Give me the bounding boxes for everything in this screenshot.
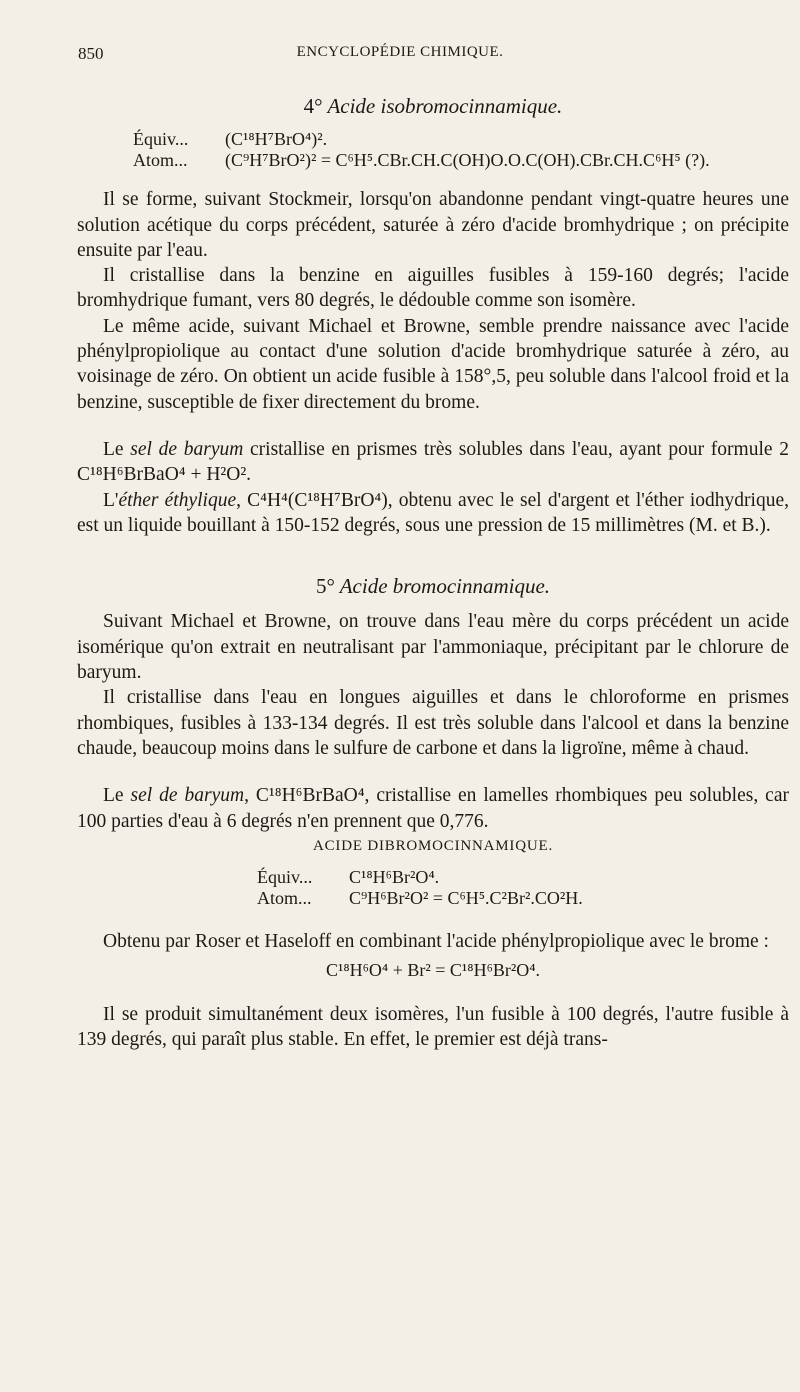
atom-line	[133, 150, 789, 171]
section-5-title-text: Acide bromocinnamique.	[339, 574, 551, 599]
equiv-formula: (C¹⁸H⁷BrO⁴)².	[225, 129, 328, 150]
equiv-line	[257, 867, 789, 888]
page-header	[0, 40, 800, 66]
page-body	[77, 94, 789, 1052]
atom-label: Atom...	[257, 888, 312, 909]
paragraph: Le même acide, suivant Michael et Browne, semble prendre naissance avec l'acide phénylpropiolique au contact d'une solution d'acide bromhydrique saturée à zéro, au voisinage de zéro. On obtient un acide fusible à 158°,5, peu soluble dans l'alcool froid et la benzine, susceptible de fixer directement du brome.	[77, 315, 789, 413]
paragraph: Il se forme, suivant Stockmeir, lorsqu'on abandonne pendant vingt-quatre heures une solution acétique du corps précédent, saturée à zéro d'acide bromhydrique ; on précipite ensuite par l'eau.	[77, 189, 789, 261]
equiv-formula: C¹⁸H⁶Br²O⁴.	[349, 867, 440, 888]
atom-line	[257, 888, 789, 909]
section-4-number: 4°	[303, 94, 323, 118]
section-4-formulas	[77, 129, 789, 171]
atom-formula: (C⁹H⁷BrO²)² = C⁶H⁵.CBr.CH.C(OH)O.O.C(OH).CBr.CH.C⁶H⁵ (?).	[225, 150, 710, 171]
running-head: ENCYCLOPÉDIE CHIMIQUE.	[296, 44, 504, 60]
paragraph: Obtenu par Roser et Haseloff en combinant l'acide phénylpropiolique avec le brome :	[103, 931, 769, 953]
paragraph-barium-salt: Le sel de baryum, C¹⁸H⁶BrBaO⁴, cristallise en lamelles rhombiques peu solubles, car 100 parties d'eau à 6 degrés n'en prennent que 0,776.	[77, 785, 789, 832]
paragraph-ethyl-ether: L'éther éthylique, C⁴H⁴(C¹⁸H⁷BrO⁴), obtenu avec le sel d'argent et l'éther iodhydrique, est un liquide bouillant à 150-152 degrés, sous une pression de 15 millimètres (M. et B.).	[77, 489, 789, 536]
section-5-number: 5°	[315, 574, 335, 599]
paragraph: Il cristallise dans la benzine en aiguilles fusibles à 159-160 degrés; l'acide bromhydrique fumant, vers 80 degrés, le dédouble comme son isomère.	[77, 265, 789, 312]
page-number: 850	[78, 44, 104, 63]
dibromo-section-title: ACIDE DIBROMOCINNAMIQUE.	[312, 837, 554, 854]
paragraph: Suivant Michael et Browne, on trouve dans l'eau mère du corps précédent un acide isomérique qu'on extrait en neutralisant par l'ammoniaque, précipitant par le chlorure de baryum.	[77, 611, 789, 684]
atom-label: Atom...	[133, 150, 188, 171]
paragraph-barium-salt: Le sel de baryum cristallise en prismes très solubles dans l'eau, ayant pour formule 2 C¹⁸H⁶BrBaO⁴ + H²O².	[77, 438, 789, 486]
reaction-equation: C¹⁸H⁶O⁴ + Br² = C¹⁸H⁶Br²O⁴.	[325, 960, 541, 981]
equiv-line	[133, 129, 789, 150]
dibromo-formulas	[77, 867, 789, 909]
paragraph: Il se produit simultanément deux isomères, l'un fusible à 100 degrés, l'autre fusible à 139 degrés, qui paraît plus stable. En effet, le premier est déjà trans-	[77, 1003, 789, 1051]
section-5-title	[77, 574, 789, 599]
paragraph: Il cristallise dans l'eau en longues aiguilles et dans le chloroforme en prismes rhombiques, fusibles à 133-134 degrés. Il est très soluble dans l'alcool et dans la benzine chaude, beaucoup moins dans le sulfure de carbone et dans la ligroïne, même à chaud.	[77, 687, 789, 759]
section-4-title	[77, 94, 789, 119]
equiv-label: Équiv...	[133, 129, 189, 150]
equiv-label: Équiv...	[257, 867, 313, 888]
section-4-title-text: Acide isobromocinnamique.	[327, 94, 563, 118]
atom-formula: C⁹H⁶Br²O² = C⁶H⁵.C²Br².CO²H.	[349, 888, 583, 909]
